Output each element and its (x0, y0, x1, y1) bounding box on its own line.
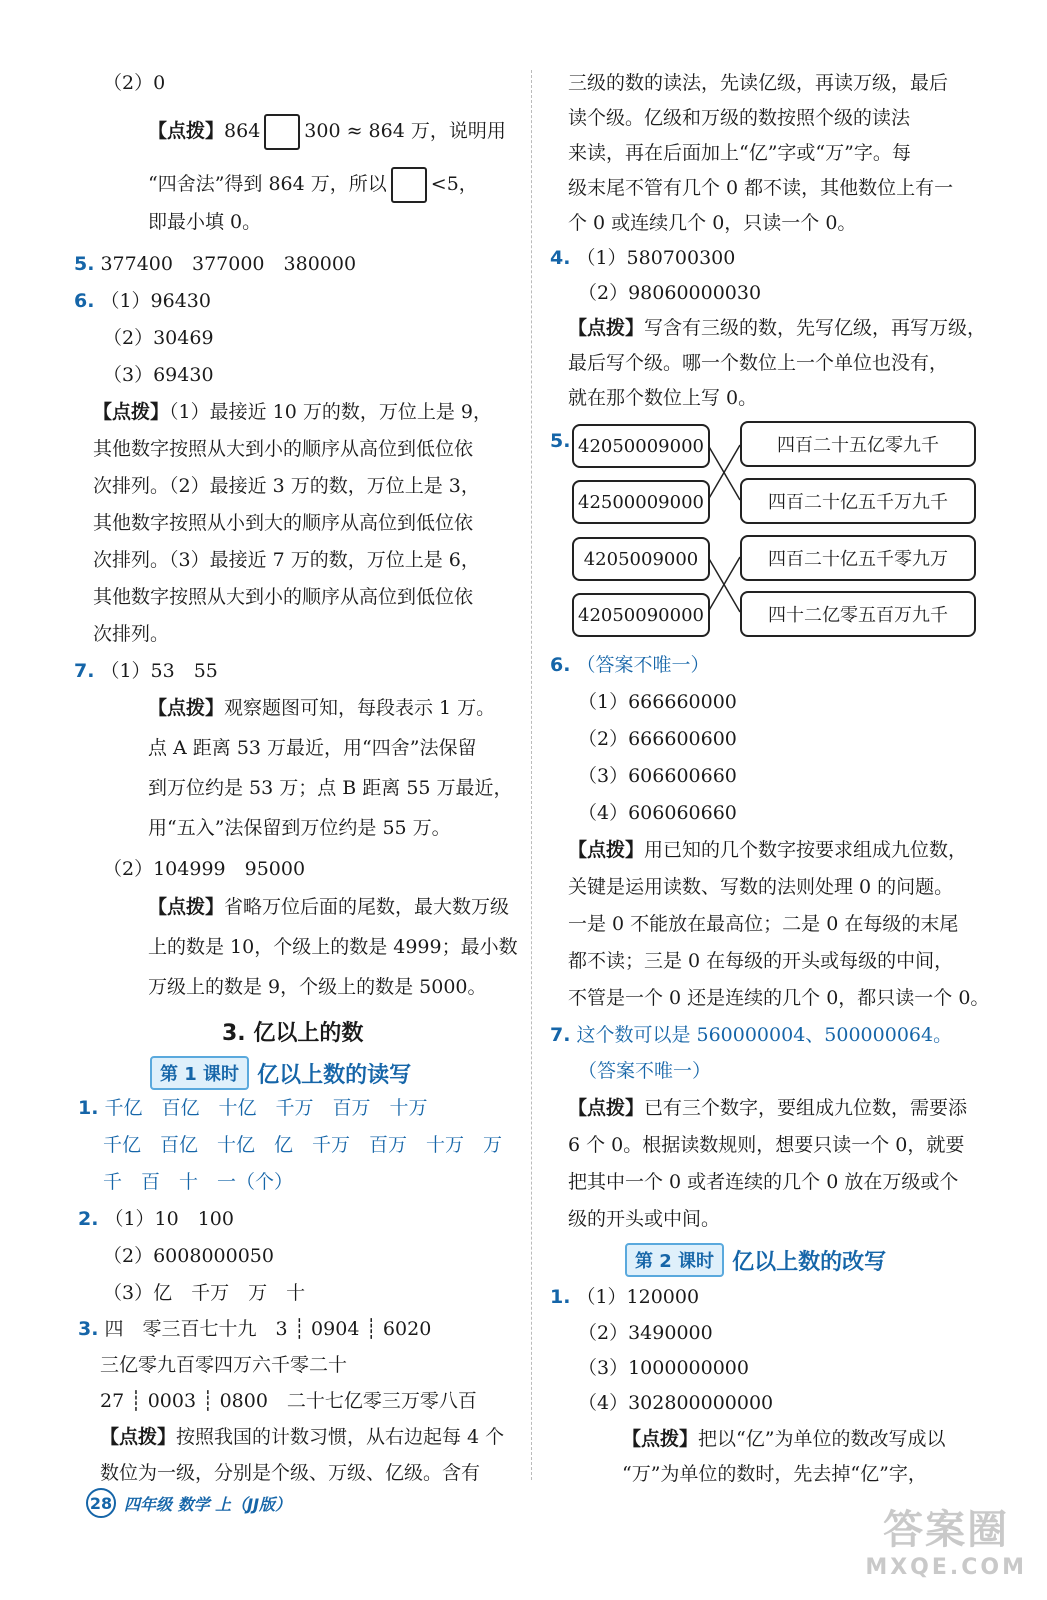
answer-line: 5. 377400 377000 380000 (74, 253, 357, 275)
tip-line: 【点拨】把以“亿”为单位的数改写成以 (622, 1428, 946, 1450)
number-box: 4205009000 (572, 537, 710, 581)
word-box: 四百二十亿五千万九千 (740, 478, 976, 524)
answer-line: （2）666600600 (578, 728, 737, 750)
answer-line: （1）666660000 (578, 691, 737, 713)
answer-line: （答案不唯一） (578, 1060, 712, 1082)
tip-line: 【点拨】已有三个数字，要组成九位数，需要添 (568, 1097, 968, 1119)
answer-line: （3）1000000000 (578, 1357, 749, 1379)
answer-line: （4）302800000000 (578, 1392, 774, 1414)
answer-line: （3）606600660 (578, 765, 737, 787)
section-title: 3. 亿以上的数 (222, 1021, 364, 1046)
answer-line: 7. （1）53 55 (74, 660, 218, 682)
answer-line: 4. （1）580700300 (550, 247, 736, 269)
tip-line: 次排列。（3）最接近 7 万的数，万位上是 6， (93, 549, 480, 571)
tip-line: 数位为一级，分别是个级、万级、亿级。含有 (100, 1462, 481, 1484)
tip-line: 万级上的数是 9，个级上的数是 5000。 (148, 976, 487, 998)
tip-line: 【点拨】（1）最接近 10 万的数，万位上是 9， (93, 401, 492, 423)
tip-line: 不管是一个 0 还是连续的几个 0，都只读一个 0。 (568, 987, 990, 1009)
tip-line: 把其中一个 0 或者连续的几个 0 放在万级或个 (568, 1171, 959, 1193)
word-box: 四百二十五亿零九千 (740, 421, 976, 467)
answer-line: （3）亿 千万 万 十 (103, 1282, 306, 1304)
lesson-title: 亿以上数的改写 (732, 1249, 887, 1275)
tip-line: 上的数是 10，个级上的数是 4999；最小数 (148, 936, 518, 958)
tip-line: 到万位约是 53 万；点 B 距离 55 万最近， (148, 777, 513, 799)
answer-line: 2. （1）10 100 (78, 1208, 234, 1230)
tip-line: 即最小填 0。 (148, 211, 262, 233)
page-footer (86, 1488, 291, 1518)
answer-line: 三亿零九百零四万六千零二十 (100, 1354, 348, 1376)
answer-line: 1. （1）120000 (550, 1286, 700, 1308)
tip-line: 其他数字按照从小到大的顺序从高位到低位依 (93, 512, 474, 534)
tip-line: 三级的数的读法，先读亿级，再读万级，最后 (568, 72, 949, 94)
tip-line: 次排列。（2）最接近 3 万的数，万位上是 3， (93, 475, 480, 497)
tip-line: 就在那个数位上写 0。 (568, 387, 758, 409)
lesson-tag: 第 1 课时 (150, 1056, 249, 1090)
tip-line: 个 0 或连续几个 0，只读一个 0。 (568, 212, 857, 234)
tip-line: 级末尾不管有几个 0 都不读，其他数位上有一 (568, 177, 954, 199)
answer-line: 千 百 十 一（个） (103, 1171, 294, 1193)
tip-line: 【点拨】按照我国的计数习惯，从右边起每 4 个 (100, 1426, 505, 1448)
answer-line: 27 ┊ 0003 ┊ 0800 二十七亿零三万零八百 (100, 1390, 477, 1412)
tip-line: 都不读；三是 0 在每级的开头或每级的中间， (568, 950, 954, 972)
tip-line: 读个级。亿级和万级的数按照个级的读法 (568, 107, 911, 129)
answer-line: 3. 四 零三百七十九 3 ┊ 0904 ┊ 6020 (78, 1318, 432, 1340)
answer-line: 1. 千亿 百亿 十亿 千万 百万 十万 (78, 1097, 428, 1119)
tip-line: 关键是运用读数、写数的法则处理 0 的问题。 (568, 876, 954, 898)
answer-line: 千亿 百亿 十亿 亿 千万 百万 十万 万 (103, 1134, 503, 1156)
tip-line: 次排列。 (93, 623, 170, 645)
lesson-header (625, 1243, 886, 1277)
tip-line: 【点拨】864 300 ≈ 864 万，说明用 (148, 114, 506, 150)
answer-line: 6. （1）96430 (74, 290, 211, 312)
answer-line: （2）0 (103, 72, 166, 94)
answer-line: （2）98060000030 (578, 282, 762, 304)
tip-line: 用“五入”法保留到万位约是 55 万。 (148, 817, 451, 839)
question-number: 5. (550, 430, 571, 452)
number-box: 42050090000 (572, 593, 710, 637)
tip-line: 点 A 距离 53 万最近，用“四舍”法保留 (148, 737, 477, 759)
answer-line: 7. 这个数可以是 560000004、500000064。 (550, 1024, 953, 1046)
tip-line: 【点拨】省略万位后面的尾数，最大数万级 (148, 896, 510, 918)
tip-line: 最后写个级。哪一个数位上一个单位也没有， (568, 352, 949, 374)
watermark: 答案圈 MXQE.COM (865, 1507, 1027, 1580)
tip-line: 一是 0 不能放在最高位；二是 0 在每级的末尾 (568, 913, 959, 935)
tip-line: “四舍法”得到 864 万，所以 <5， (148, 167, 478, 203)
word-box: 四百二十亿五千零九万 (740, 535, 976, 581)
answer-line: （2）30469 (103, 327, 214, 349)
page-number: 28 (86, 1488, 116, 1518)
answer-line: （2）3490000 (578, 1322, 713, 1344)
answer-line: （2）6008000050 (103, 1245, 274, 1267)
tip-line: 级的开头或中间。 (568, 1208, 721, 1230)
tip-line: “万”为单位的数时，先去掉“亿”字， (622, 1463, 927, 1485)
tip-line: 【点拨】观察题图可知，每段表示 1 万。 (148, 697, 496, 719)
answer-line: （3）69430 (103, 364, 214, 386)
tip-line: 来读，再在后面加上“亿”字或“万”字。每 (568, 142, 911, 164)
book-series: 四年级 数学 上（JJ版） (124, 1494, 292, 1514)
tip-line: 其他数字按照从大到小的顺序从高位到低位依 (93, 438, 474, 460)
word-box: 四十二亿零五百万九千 (740, 591, 976, 637)
lesson-tag: 第 2 课时 (625, 1243, 724, 1277)
number-box: 42050009000 (572, 424, 710, 468)
answer-line: （2）104999 95000 (103, 858, 306, 880)
tip-line: 【点拨】写含有三级的数，先写亿级，再写万级， (568, 317, 987, 339)
answer-line: （4）606060660 (578, 802, 737, 824)
answer-line: 6. （答案不唯一） (550, 654, 710, 676)
number-box: 42500009000 (572, 480, 710, 524)
tip-line: 6 个 0。根据读数规则，想要只读一个 0，就要 (568, 1134, 965, 1156)
tip-line: 其他数字按照从大到小的顺序从高位到低位依 (93, 586, 474, 608)
tip-line: 【点拨】用已知的几个数字按要求组成九位数， (568, 839, 968, 861)
lesson-title: 亿以上数的读写 (257, 1062, 412, 1088)
